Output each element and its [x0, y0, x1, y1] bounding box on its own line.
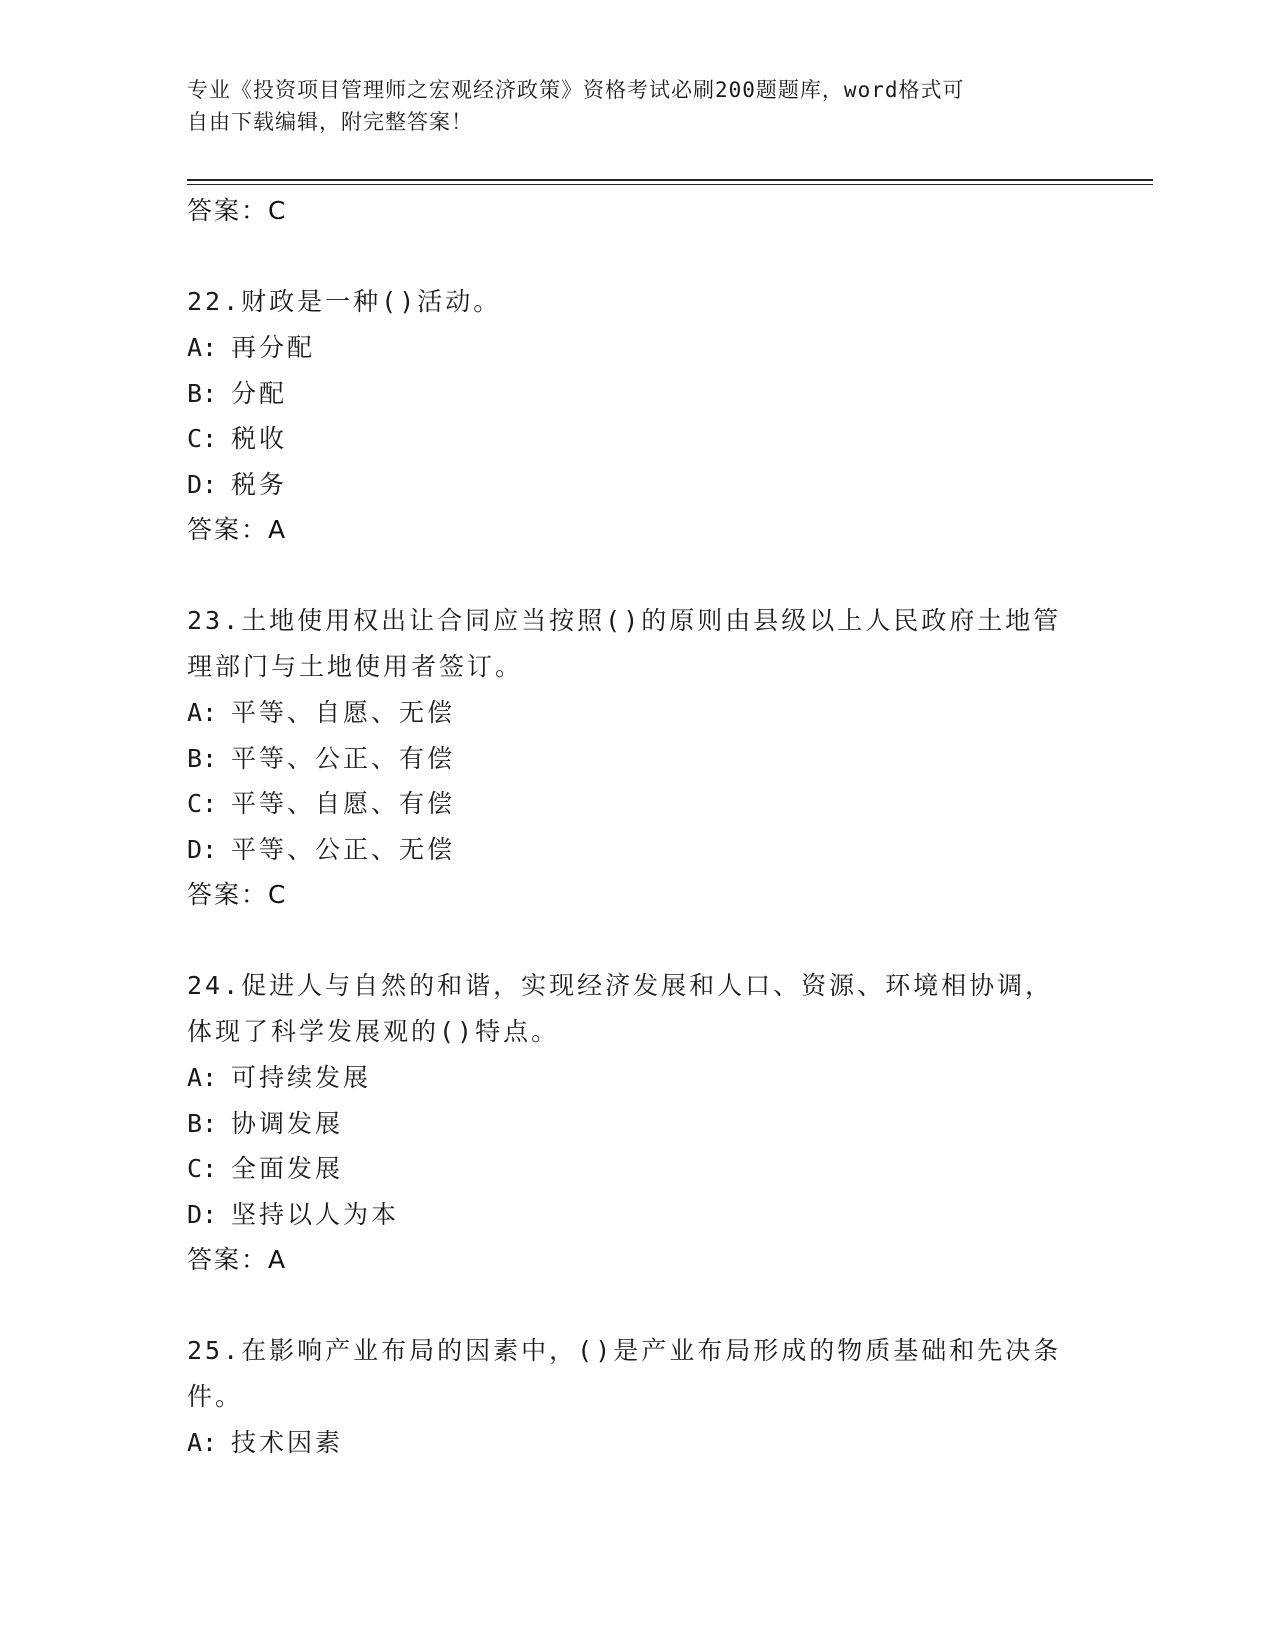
option-a	[187, 325, 1117, 371]
option-label: B:	[187, 378, 218, 408]
question-text-line-2: 理部门与土地使用者签订。	[187, 652, 524, 681]
document-header	[187, 74, 1067, 138]
answer-label: 答案：	[187, 196, 269, 225]
answer-line	[187, 1237, 1117, 1283]
option-label: A:	[187, 333, 218, 362]
option-text: 税收	[231, 424, 288, 453]
option-text: 全面发展	[231, 1154, 344, 1183]
answer-value: C	[268, 196, 288, 225]
header-divider-thick	[187, 179, 1153, 181]
question-text-line-1: 25.在影响产业布局的因素中，()是产业布局形成的物质基础和先决条	[187, 1336, 1062, 1365]
option-b	[187, 736, 1117, 782]
option-text: 坚持以人为本	[231, 1199, 400, 1229]
option-label: A:	[187, 1428, 218, 1457]
option-label: D:	[187, 1199, 218, 1229]
answer-value: A	[268, 1245, 288, 1274]
question-text-line-2: 体现了科学发展观的()特点。	[187, 1017, 560, 1046]
option-b	[187, 371, 1117, 417]
option-label: C:	[187, 789, 218, 818]
option-c	[187, 416, 1117, 462]
option-text: 平等、自愿、无偿	[231, 698, 456, 727]
option-label: D:	[187, 834, 218, 864]
question-text-line-2: 件。	[187, 1382, 244, 1411]
option-b	[187, 1101, 1117, 1147]
option-a	[187, 1055, 1117, 1101]
question-block	[187, 279, 1117, 553]
option-text: 技术因素	[231, 1428, 344, 1457]
answer-line	[187, 872, 1117, 918]
option-c	[187, 781, 1117, 827]
option-text: 协调发展	[231, 1108, 344, 1138]
option-text: 再分配	[231, 333, 316, 362]
question-block	[187, 963, 1117, 1283]
option-label: C:	[187, 424, 218, 453]
option-d	[187, 462, 1117, 508]
option-d	[187, 1192, 1117, 1238]
question-text: 22.财政是一种()活动。	[187, 287, 502, 316]
question-text-line-1: 24.促进人与自然的和谐，实现经济发展和人口、资源、环境相协调，	[187, 971, 1054, 1000]
option-text: 平等、公正、有偿	[231, 743, 456, 773]
option-text: 税务	[231, 469, 288, 499]
option-c	[187, 1146, 1117, 1192]
answer-line	[187, 188, 1117, 234]
question-text-line-1: 23.土地使用权出让合同应当按照()的原则由县级以上人民政府土地管	[187, 606, 1062, 635]
option-label: C:	[187, 1154, 218, 1183]
header-line-2: 自由下载编辑，附完整答案！	[187, 110, 473, 134]
option-d	[187, 827, 1117, 873]
header-line-1: 专业《投资项目管理师之宏观经济政策》资格考试必刷200题题库，word格式可	[187, 78, 965, 102]
option-label: B:	[187, 743, 218, 773]
answer-value: C	[268, 880, 288, 909]
option-text: 可持续发展	[231, 1063, 372, 1092]
option-label: A:	[187, 1063, 218, 1092]
question-block	[187, 598, 1117, 918]
option-text: 平等、自愿、有偿	[231, 789, 456, 818]
option-label: D:	[187, 469, 218, 499]
question-list	[187, 188, 1117, 1466]
answer-label: 答案：	[187, 515, 269, 544]
question-block	[187, 1328, 1117, 1466]
answer-value: A	[268, 515, 288, 544]
answer-label: 答案：	[187, 1245, 269, 1274]
option-a	[187, 1420, 1117, 1466]
option-label: A:	[187, 698, 218, 727]
option-a	[187, 690, 1117, 736]
option-label: B:	[187, 1108, 218, 1138]
answer-label: 答案：	[187, 880, 269, 909]
answer-line	[187, 507, 1117, 553]
option-text: 平等、公正、无偿	[231, 834, 456, 864]
option-text: 分配	[231, 378, 288, 408]
header-divider-thin	[187, 184, 1153, 185]
